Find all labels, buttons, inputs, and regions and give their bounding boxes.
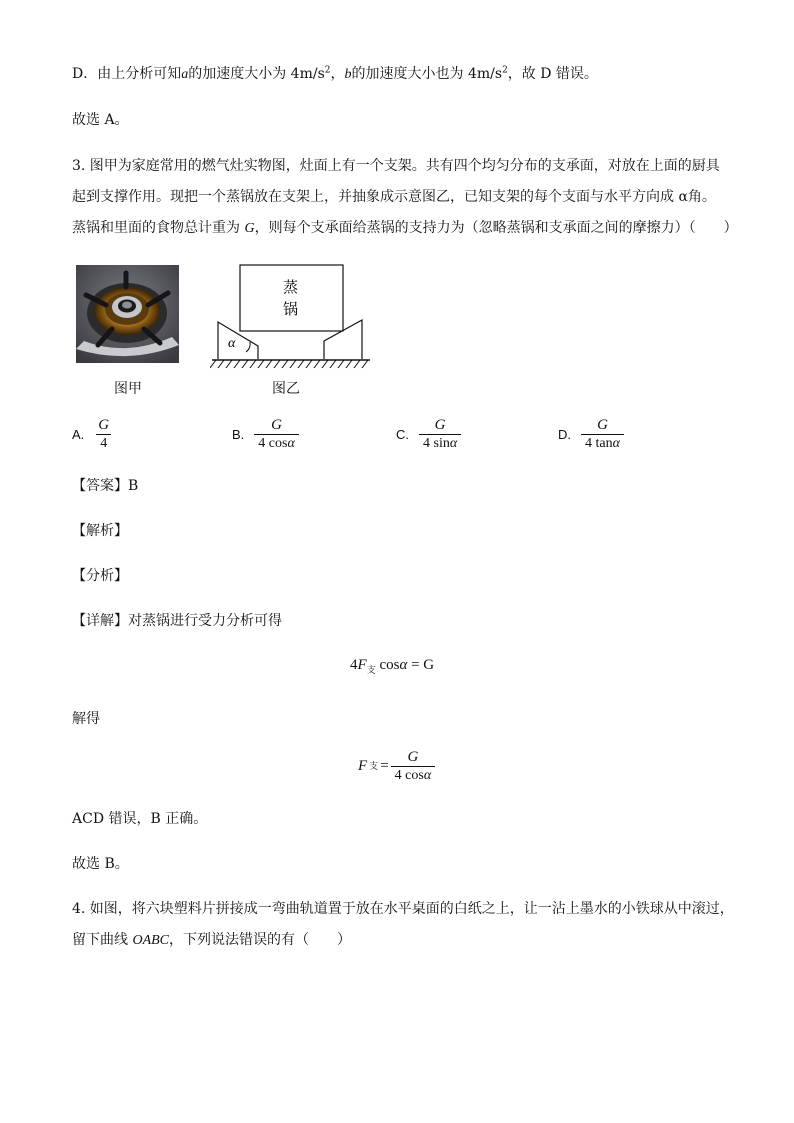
figure-yi-diagram [210, 262, 375, 372]
option-label: D. [558, 427, 571, 442]
choose-b-line: 故选 B。 [72, 856, 129, 872]
option-b[interactable] [232, 416, 299, 453]
text: 的加速度大小也为 4m/s [351, 66, 503, 82]
pot-label-2: 锅 [283, 300, 299, 318]
eq-cos: cos [379, 657, 400, 673]
fenxi-heading: 【分析】 [72, 568, 128, 584]
denominator: 4 cosα [254, 434, 299, 453]
eq-f: F [358, 758, 368, 774]
var-a: a [181, 67, 189, 82]
choose-a-line: 故选 A。 [72, 112, 129, 128]
superscript: 2 [324, 65, 331, 76]
fraction [254, 416, 299, 453]
text: 的加速度大小为 4m/s [188, 66, 325, 82]
stove-burner-image [76, 265, 179, 363]
eq-equals: = [380, 758, 389, 774]
acd-line: ACD 错误，B 正确。 [72, 811, 208, 827]
fraction [581, 416, 624, 453]
detail-line: 【详解】对蒸锅进行受力分析可得 [72, 613, 282, 629]
ground-hatching [210, 360, 368, 368]
question-3-line-1: 3. 图甲为家庭常用的燃气灶实物图，灶面上有一个支架。共有四个均匀分布的支承面，对放在上面的厨具 [72, 158, 720, 174]
text: ，下列说法错误的有（ ） [169, 932, 352, 948]
fraction [391, 748, 436, 785]
eq-f: F [357, 657, 367, 673]
figure-yi-caption: 图乙 [272, 381, 300, 397]
fraction [94, 416, 113, 453]
text: 留下曲线 [72, 932, 133, 948]
figure-jia-stove-photo [76, 265, 179, 363]
text: ， [330, 66, 345, 82]
denominator: 4 sinα [419, 434, 461, 453]
numerator: G [271, 417, 282, 433]
option-label: C. [396, 427, 409, 442]
equation-solution: F 支 = $\frac{G}{4 \cos\alpha}$ [358, 748, 435, 785]
text: D．由上分析可知 [72, 66, 182, 82]
question-4-line-2 [72, 930, 351, 951]
equation-force-balance [350, 657, 434, 674]
angle-alpha-label: α [228, 336, 236, 351]
question-4-line-1: 4. 如图，将六块塑料片拼接成一弯曲轨道置于放在水平桌面的白纸之上，让一沾上墨水的小铁球从中滚过， [72, 901, 734, 917]
eq-rhs: = G [411, 657, 435, 673]
option-a[interactable] [72, 416, 113, 453]
denominator: 4 [96, 434, 111, 453]
numerator: G [434, 417, 446, 433]
option-d-analysis-line [72, 64, 598, 85]
curve-name: OABC [132, 933, 170, 948]
option-c[interactable] [396, 416, 461, 453]
eq-coef: 4 [350, 657, 358, 673]
question-3-line-2: 起到支撑作用。现把一个蒸锅放在支架上，并抽象成示意图乙，已知支架的每个支面与水平方向成 α角。 [72, 189, 716, 205]
eq-alpha: α [399, 657, 408, 673]
var-g: G [244, 221, 255, 236]
option-label: A. [72, 427, 85, 442]
question-3-line-3 [72, 218, 738, 239]
eq-sub: 支 [366, 666, 376, 676]
superscript: 2 [502, 65, 508, 76]
pot-on-stand-diagram [210, 262, 375, 372]
numerator: G [407, 749, 419, 765]
analysis-heading: 【解析】 [72, 523, 128, 539]
jiede-line: 解得 [72, 711, 100, 727]
denominator: 4 tanα [581, 434, 624, 453]
text: ，则每个支承面给蒸锅的支持力为（忽略蒸锅和支承面之间的摩擦力）（ ） [254, 220, 738, 236]
pot-label-1: 蒸 [283, 278, 299, 296]
option-d[interactable] [558, 416, 624, 453]
figure-jia-caption: 图甲 [114, 381, 142, 397]
answer-line: 【答案】B [72, 478, 139, 494]
var-b: b [344, 67, 352, 82]
text: 蒸锅和里面的食物总计重为 [72, 220, 245, 236]
fraction [419, 416, 461, 453]
text: ，故 D 错误。 [507, 66, 598, 82]
denominator: 4 cosα [391, 766, 436, 785]
option-label: B. [232, 427, 245, 442]
pot-box [240, 265, 343, 331]
numerator: G [98, 417, 110, 433]
numerator: G [597, 417, 608, 433]
